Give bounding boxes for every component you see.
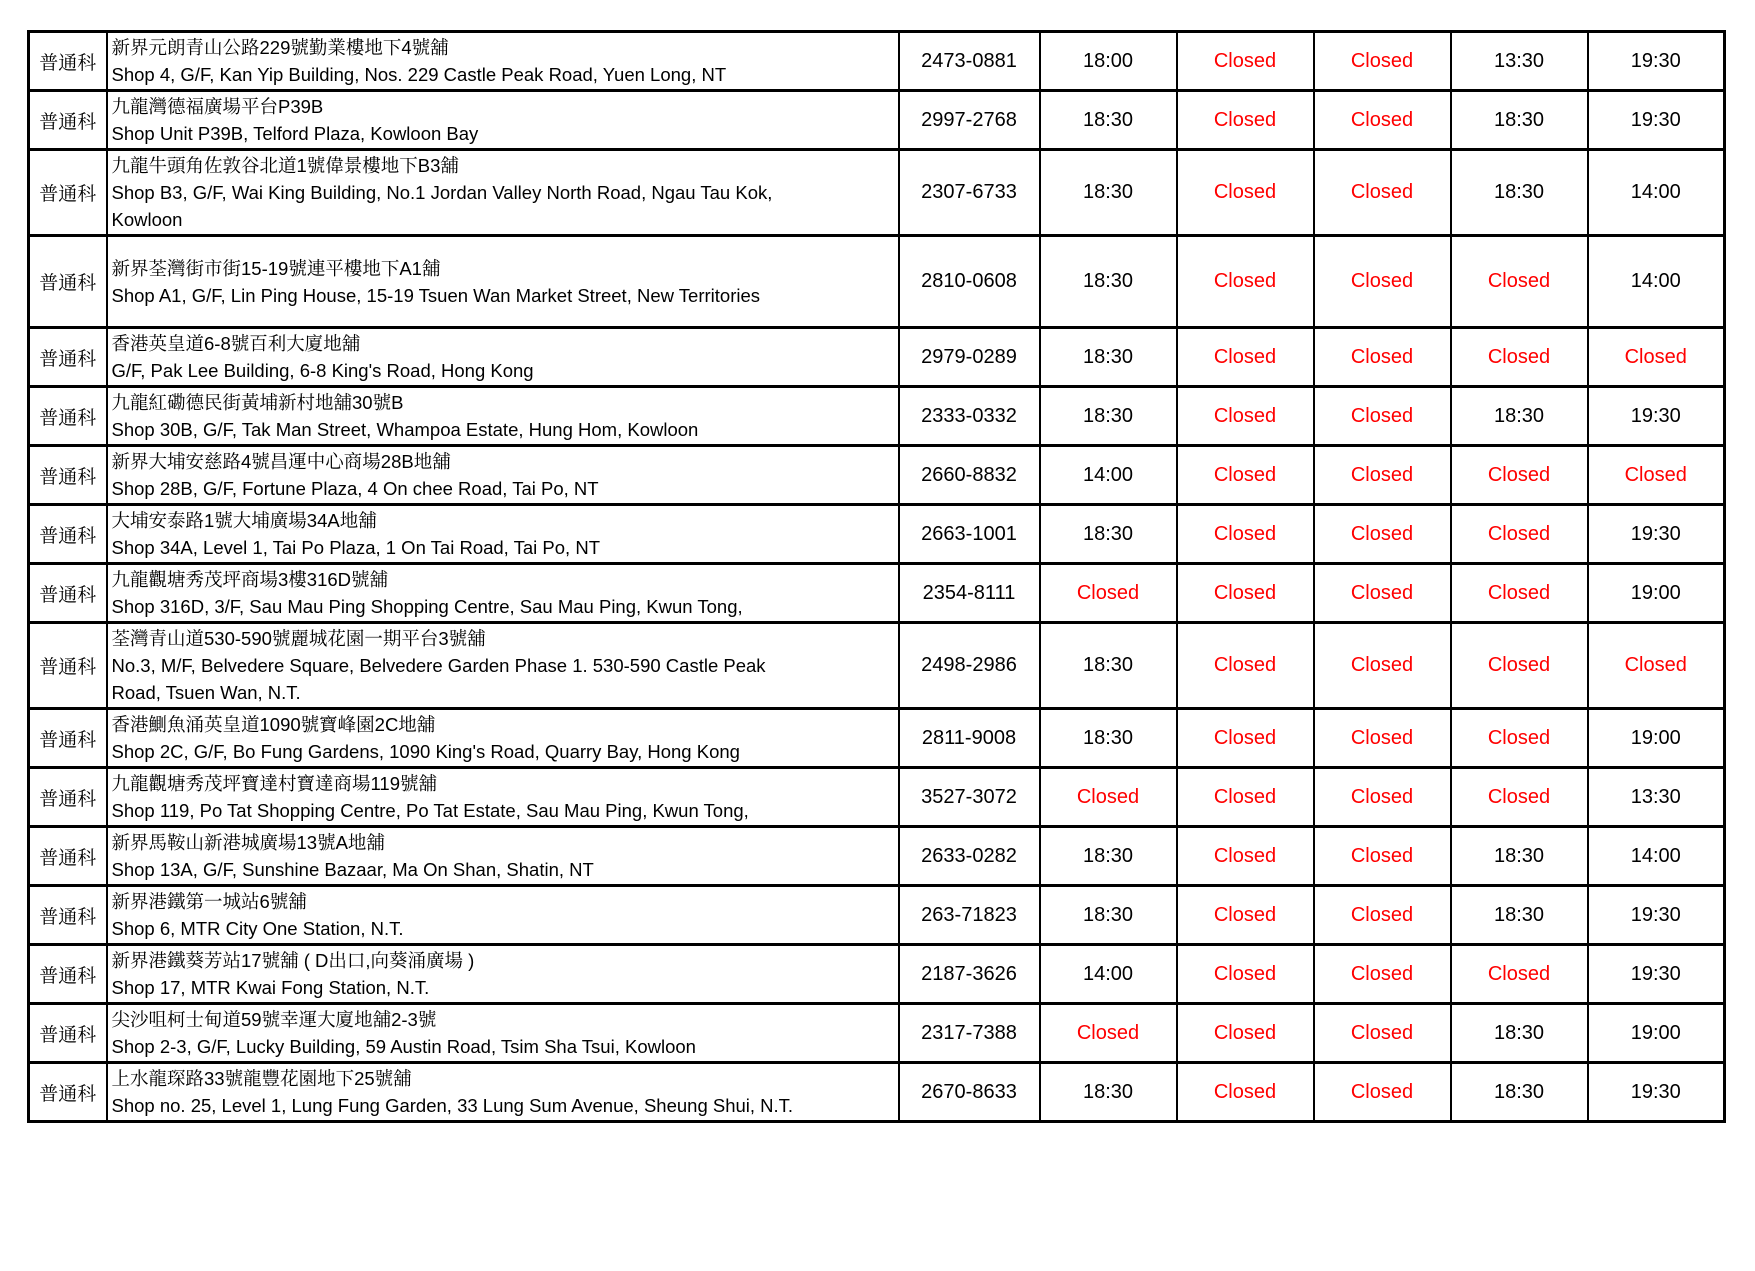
closed-status-cell: Closed [1177,827,1314,886]
address-cell [107,945,899,1004]
address-zh: 九龍觀塘秀茂坪寶達村寶達商場119號舖 [111,773,437,794]
time-cell: 19:30 [1588,91,1725,150]
phone-cell: 2633-0282 [899,827,1040,886]
phone-cell: 2810-0608 [899,236,1040,328]
closed-status-cell: Closed [1177,886,1314,945]
table-row [29,1063,1725,1122]
closed-status-cell: Closed [1177,623,1314,709]
phone-cell: 2187-3626 [899,945,1040,1004]
closed-status-cell: Closed [1177,1063,1314,1122]
address-en-line: Shop 316D, 3/F, Sau Mau Ping Shopping Centre, Sau Mau Ping, Kwun Tong, [111,596,743,617]
closed-status-cell: Closed [1314,505,1451,564]
address-zh: 新界馬鞍山新港城廣場13號A地舖 [111,832,385,853]
closed-status-cell: Closed [1177,1004,1314,1063]
address-zh: 香港英皇道6-8號百利大廈地舖 [111,333,361,354]
table-row [29,236,1725,328]
closed-status-cell: Closed [1314,150,1451,236]
closed-status-cell: Closed [1588,623,1725,709]
table-row [29,1004,1725,1063]
address-en-line: Shop 4, G/F, Kan Yip Building, Nos. 229 Castle Peak Road, Yuen Long, NT [111,64,727,85]
closed-status-cell: Closed [1451,328,1588,387]
table-row [29,91,1725,150]
address-en-line: Shop 34A, Level 1, Tai Po Plaza, 1 On Tai Road, Tai Po, NT [111,537,600,558]
time-cell: 19:00 [1588,709,1725,768]
address-zh: 尖沙咀柯士甸道59號幸運大廈地舖2-3號 [111,1009,437,1030]
time-cell: 13:30 [1588,768,1725,827]
category-cell: 普通科 [29,623,107,709]
phone-cell: 2317-7388 [899,1004,1040,1063]
time-cell: 18:30 [1040,328,1177,387]
address-en-line: Shop 119, Po Tat Shopping Centre, Po Tat Estate, Sau Mau Ping, Kwun Tong, [111,800,749,821]
address-zh: 上水龍琛路33號龍豐花園地下25號舖 [111,1068,412,1089]
closed-status-cell: Closed [1314,827,1451,886]
category-cell: 普通科 [29,886,107,945]
phone-cell: 2333-0332 [899,387,1040,446]
time-cell: 18:30 [1040,91,1177,150]
category-cell: 普通科 [29,564,107,623]
category-cell: 普通科 [29,768,107,827]
address-cell [107,236,899,328]
closed-status-cell: Closed [1314,446,1451,505]
time-cell: 14:00 [1040,945,1177,1004]
phone-cell: 2354-8111 [899,564,1040,623]
closed-status-cell: Closed [1314,709,1451,768]
time-cell: 14:00 [1588,236,1725,328]
address-en-line: Shop 2-3, G/F, Lucky Building, 59 Austin Road, Tsim Sha Tsui, Kowloon [111,1036,696,1057]
phone-cell: 2663-1001 [899,505,1040,564]
table-row [29,328,1725,387]
table-row [29,709,1725,768]
closed-status-cell: Closed [1451,564,1588,623]
category-cell: 普通科 [29,236,107,328]
time-cell: 19:30 [1588,886,1725,945]
address-zh: 九龍觀塘秀茂坪商場3樓316D號舖 [111,569,389,590]
closed-status-cell: Closed [1040,1004,1177,1063]
closed-status-cell: Closed [1451,623,1588,709]
time-cell: 18:30 [1040,150,1177,236]
address-cell [107,709,899,768]
category-cell: 普通科 [29,446,107,505]
address-en-line: Shop 30B, G/F, Tak Man Street, Whampoa Estate, Hung Hom, Kowloon [111,419,699,440]
address-zh: 新界荃灣街市街15-19號連平樓地下A1舖 [111,257,441,279]
address-cell [107,886,899,945]
address-cell [107,827,899,886]
closed-status-cell: Closed [1177,945,1314,1004]
time-cell: 19:00 [1588,1004,1725,1063]
closed-status-cell: Closed [1040,564,1177,623]
phone-cell: 2670-8633 [899,1063,1040,1122]
phone-cell: 2979-0289 [899,328,1040,387]
address-cell [107,1063,899,1122]
address-cell [107,328,899,387]
address-cell [107,505,899,564]
category-cell: 普通科 [29,709,107,768]
closed-status-cell: Closed [1177,446,1314,505]
phone-cell: 2811-9008 [899,709,1040,768]
closed-status-cell: Closed [1314,328,1451,387]
time-cell: 18:30 [1040,1063,1177,1122]
closed-status-cell: Closed [1588,328,1725,387]
table-row [29,827,1725,886]
closed-status-cell: Closed [1588,446,1725,505]
address-zh: 新界港鐵第一城站6號舖 [111,891,307,912]
time-cell: 14:00 [1588,827,1725,886]
time-cell: 18:30 [1451,150,1588,236]
closed-status-cell: Closed [1314,1063,1451,1122]
address-cell [107,32,899,91]
closed-status-cell: Closed [1177,768,1314,827]
closed-status-cell: Closed [1451,945,1588,1004]
time-cell: 19:30 [1588,387,1725,446]
time-cell: 19:30 [1588,1063,1725,1122]
time-cell: 18:30 [1040,623,1177,709]
closed-status-cell: Closed [1314,886,1451,945]
time-cell: 18:30 [1451,387,1588,446]
category-cell: 普通科 [29,1004,107,1063]
category-cell: 普通科 [29,91,107,150]
table-row [29,387,1725,446]
table-row [29,32,1725,91]
address-cell [107,768,899,827]
closed-status-cell: Closed [1177,709,1314,768]
address-en-line: Shop 13A, G/F, Sunshine Bazaar, Ma On Shan, Shatin, NT [111,859,594,880]
category-cell: 普通科 [29,328,107,387]
address-zh: 九龍紅磡德民街黃埔新村地舖30號B [111,392,404,413]
table-row [29,945,1725,1004]
time-cell: 14:00 [1588,150,1725,236]
address-en-line: Shop 2C, G/F, Bo Fung Gardens, 1090 King's Road, Quarry Bay, Hong Kong [111,741,740,762]
category-cell: 普通科 [29,827,107,886]
time-cell: 19:00 [1588,564,1725,623]
address-zh: 大埔安泰路1號大埔廣場34A地舖 [111,510,377,531]
time-cell: 18:30 [1451,827,1588,886]
address-cell [107,150,899,236]
address-cell [107,1004,899,1063]
time-cell: 19:30 [1588,505,1725,564]
table-row [29,886,1725,945]
address-cell [107,564,899,623]
phone-cell: 263-71823 [899,886,1040,945]
address-zh: 九龍牛頭角佐敦谷北道1號偉景樓地下B3舖 [111,155,459,176]
closed-status-cell: Closed [1314,945,1451,1004]
closed-status-cell: Closed [1314,1004,1451,1063]
address-zh: 九龍灣德福廣場平台P39B [111,96,324,117]
closed-status-cell: Closed [1451,768,1588,827]
address-zh: 新界元朗青山公路229號勤業樓地下4號舖 [111,37,449,58]
address-cell [107,623,899,709]
address-en-line: No.3, M/F, Belvedere Square, Belvedere Garden Phase 1. 530-590 Castle Peak [111,655,766,676]
closed-status-cell: Closed [1177,505,1314,564]
closed-status-cell: Closed [1177,236,1314,328]
time-cell: 18:30 [1040,387,1177,446]
table-row [29,768,1725,827]
time-cell: 18:30 [1040,236,1177,328]
category-cell: 普通科 [29,32,107,91]
closed-status-cell: Closed [1177,150,1314,236]
table-row [29,446,1725,505]
closed-status-cell: Closed [1177,32,1314,91]
address-zh: 新界港鐵葵芳站17號舖 ( D出口,向葵涌廣場 ) [111,950,475,971]
time-cell: 18:30 [1040,827,1177,886]
closed-status-cell: Closed [1451,709,1588,768]
time-cell: 18:30 [1451,1004,1588,1063]
closed-status-cell: Closed [1314,564,1451,623]
time-cell: 18:30 [1451,91,1588,150]
table-row [29,505,1725,564]
address-cell [107,91,899,150]
closed-status-cell: Closed [1177,328,1314,387]
time-cell: 18:00 [1040,32,1177,91]
phone-cell: 2307-6733 [899,150,1040,236]
closed-status-cell: Closed [1314,236,1451,328]
address-en-line: Shop Unit P39B, Telford Plaza, Kowloon Bay [111,123,479,144]
phone-cell: 2997-2768 [899,91,1040,150]
table-row [29,623,1725,709]
closed-status-cell: Closed [1040,768,1177,827]
clinic-schedule-table [27,30,1726,1123]
closed-status-cell: Closed [1177,91,1314,150]
closed-status-cell: Closed [1451,446,1588,505]
time-cell: 19:30 [1588,945,1725,1004]
address-en-line: Shop no. 25, Level 1, Lung Fung Garden, 33 Lung Sum Avenue, Sheung Shui, N.T. [111,1095,794,1116]
category-cell: 普通科 [29,945,107,1004]
closed-status-cell: Closed [1451,236,1588,328]
closed-status-cell: Closed [1314,91,1451,150]
address-zh: 香港鰂魚涌英皇道1090號寶峰園2C地舖 [111,714,436,735]
address-en-line: Shop B3, G/F, Wai King Building, No.1 Jordan Valley North Road, Ngau Tau Kok, [111,182,773,203]
time-cell: 18:30 [1451,1063,1588,1122]
address-cell [107,387,899,446]
category-cell: 普通科 [29,150,107,236]
table-row [29,564,1725,623]
closed-status-cell: Closed [1314,32,1451,91]
address-en-line: Road, Tsuen Wan, N.T. [111,682,301,703]
closed-status-cell: Closed [1177,564,1314,623]
address-cell [107,446,899,505]
category-cell: 普通科 [29,505,107,564]
address-en-line: Shop 17, MTR Kwai Fong Station, N.T. [111,977,430,998]
address-zh: 新界大埔安慈路4號昌運中心商場28B地舖 [111,451,451,472]
closed-status-cell: Closed [1314,623,1451,709]
phone-cell: 3527-3072 [899,768,1040,827]
closed-status-cell: Closed [1177,387,1314,446]
phone-cell: 2660-8832 [899,446,1040,505]
address-en-line: Shop 6, MTR City One Station, N.T. [111,918,404,939]
time-cell: 13:30 [1451,32,1588,91]
closed-status-cell: Closed [1314,768,1451,827]
address-en-line: Shop A1, G/F, Lin Ping House, 15-19 Tsuen Wan Market Street, New Territories [111,284,761,306]
closed-status-cell: Closed [1314,387,1451,446]
address-en-line: Kowloon [111,209,183,230]
closed-status-cell: Closed [1451,505,1588,564]
time-cell: 18:30 [1040,709,1177,768]
phone-cell: 2473-0881 [899,32,1040,91]
time-cell: 19:30 [1588,32,1725,91]
time-cell: 18:30 [1040,886,1177,945]
clinic-table-body [29,32,1725,1122]
time-cell: 14:00 [1040,446,1177,505]
time-cell: 18:30 [1040,505,1177,564]
address-zh: 荃灣青山道530-590號麗城花園一期平台3號舖 [111,628,486,649]
address-en-line: Shop 28B, G/F, Fortune Plaza, 4 On chee Road, Tai Po, NT [111,478,599,499]
category-cell: 普通科 [29,1063,107,1122]
address-en-line: G/F, Pak Lee Building, 6-8 King's Road, Hong Kong [111,360,534,381]
phone-cell: 2498-2986 [899,623,1040,709]
category-cell: 普通科 [29,387,107,446]
time-cell: 18:30 [1451,886,1588,945]
table-row [29,150,1725,236]
